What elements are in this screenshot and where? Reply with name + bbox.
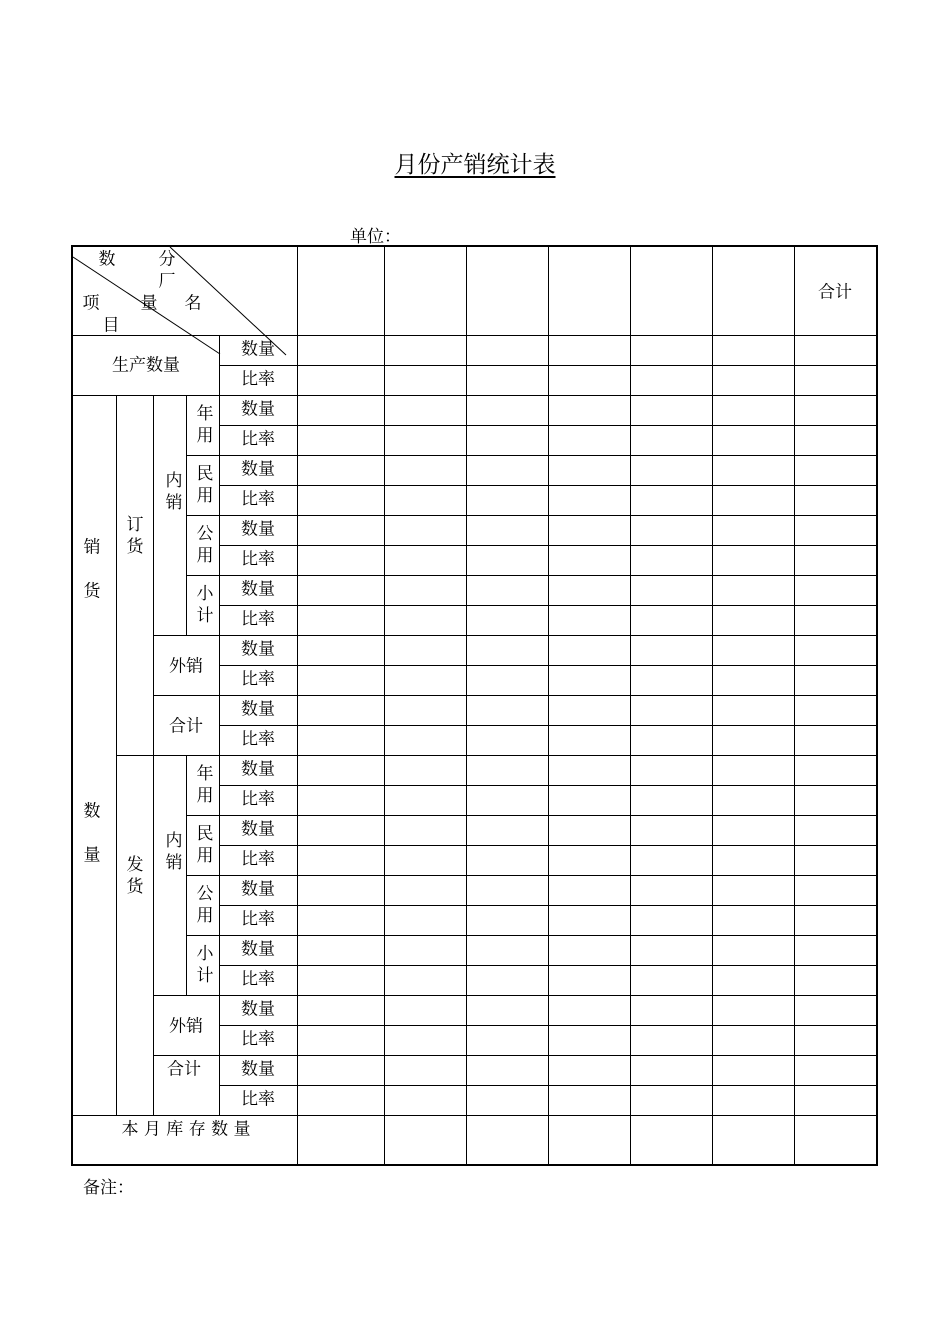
- qty-label: 数量: [241, 759, 275, 780]
- qty-label: 数量: [241, 639, 275, 660]
- group-divider: [116, 395, 117, 1115]
- sales-qty-label-char: 销: [83, 537, 101, 558]
- row-divider: [219, 845, 876, 846]
- subtotal-label: 小计: [196, 944, 214, 986]
- column-divider: [384, 247, 385, 1164]
- year-use-label: 年用: [196, 404, 214, 446]
- shipped-label: 发货: [126, 855, 144, 897]
- ratio-label: 比率: [241, 609, 275, 630]
- row-divider: [219, 965, 876, 966]
- ratio-label: 比率: [241, 1089, 275, 1110]
- qty-label: 数量: [241, 999, 275, 1020]
- column-divider: [297, 247, 298, 1164]
- sales-qty-label-char: 数: [83, 801, 101, 822]
- sales-qty-label-char: 量: [83, 845, 101, 866]
- total-column-header: 合计: [818, 282, 852, 303]
- note-label: 备注：: [83, 1178, 134, 1198]
- column-divider: [548, 247, 549, 1164]
- production-qty-label: 生产数量: [112, 355, 180, 376]
- qty-label: 数量: [241, 579, 275, 600]
- row-divider: [186, 935, 876, 936]
- row-divider: [219, 725, 876, 726]
- row-divider: [219, 425, 876, 426]
- monthly-stock-label: 本 月 库 存 数 量: [121, 1119, 251, 1140]
- domestic-label: 内销: [165, 831, 183, 873]
- column-divider: [630, 247, 631, 1164]
- qty-label: 数量: [241, 939, 275, 960]
- ratio-label: 比率: [241, 909, 275, 930]
- qty-label: 数量: [241, 1059, 275, 1080]
- corner-label-liang: 量: [140, 293, 158, 314]
- civil-use-label: 民用: [196, 824, 214, 866]
- row-divider: [73, 1115, 876, 1116]
- ratio-label: 比率: [241, 549, 275, 570]
- ratio-label: 比率: [241, 369, 275, 390]
- qty-label: 数量: [241, 459, 275, 480]
- row-divider: [219, 605, 876, 606]
- unit-label: 单位：: [350, 227, 401, 247]
- public-use-label: 公用: [196, 524, 214, 566]
- row-divider: [186, 515, 876, 516]
- column-divider: [794, 247, 795, 1164]
- ratio-label: 比率: [241, 669, 275, 690]
- ordered-total-label: 合计: [169, 716, 203, 737]
- row-divider: [153, 635, 876, 636]
- label-divider: [219, 335, 220, 1115]
- column-divider: [712, 247, 713, 1164]
- row-divider: [219, 785, 876, 786]
- ratio-label: 比率: [241, 969, 275, 990]
- row-divider: [219, 1085, 876, 1086]
- sales-qty-label-char: 货: [83, 581, 101, 602]
- row-divider: [153, 695, 876, 696]
- corner-label-fen: 分: [158, 249, 176, 270]
- qty-label: 数量: [241, 699, 275, 720]
- ratio-label: 比率: [241, 1029, 275, 1050]
- category-divider: [186, 755, 187, 995]
- row-divider: [116, 755, 876, 756]
- ratio-label: 比率: [241, 789, 275, 810]
- shipped-total-label: 合计: [167, 1059, 201, 1080]
- corner-label-mu: 目: [102, 315, 120, 336]
- export-label: 外销: [169, 1016, 203, 1037]
- domestic-label: 内销: [165, 471, 183, 513]
- header-bottom-line: [73, 335, 876, 336]
- civil-use-label: 民用: [196, 464, 214, 506]
- row-divider: [186, 875, 876, 876]
- row-divider: [219, 905, 876, 906]
- ratio-label: 比率: [241, 429, 275, 450]
- column-divider: [466, 247, 467, 1164]
- category-divider: [186, 395, 187, 635]
- subgroup-divider: [153, 395, 154, 1115]
- qty-label: 数量: [241, 399, 275, 420]
- export-label: 外销: [169, 656, 203, 677]
- corner-label-xiang: 项: [82, 293, 100, 314]
- row-divider: [186, 815, 876, 816]
- ordered-label: 订货: [126, 515, 144, 557]
- qty-label: 数量: [241, 339, 275, 360]
- corner-label-ming: 名: [184, 293, 202, 314]
- statistics-table: [71, 245, 878, 1166]
- public-use-label: 公用: [196, 884, 214, 926]
- qty-label: 数量: [241, 879, 275, 900]
- row-divider: [153, 1055, 876, 1056]
- row-divider: [153, 995, 876, 996]
- row-divider: [219, 545, 876, 546]
- row-divider: [186, 455, 876, 456]
- ratio-label: 比率: [241, 489, 275, 510]
- row-divider: [73, 395, 876, 396]
- row-divider: [219, 485, 876, 486]
- qty-label: 数量: [241, 819, 275, 840]
- qty-label: 数量: [241, 519, 275, 540]
- ratio-label: 比率: [241, 729, 275, 750]
- row-divider: [219, 365, 876, 366]
- ratio-label: 比率: [241, 849, 275, 870]
- page-title: 月份产销统计表: [394, 152, 556, 178]
- row-divider: [219, 665, 876, 666]
- row-divider: [219, 1025, 876, 1026]
- corner-label-chang: 厂: [158, 271, 176, 292]
- corner-label-shu: 数: [98, 249, 116, 270]
- row-divider: [186, 575, 876, 576]
- subtotal-label: 小计: [196, 584, 214, 626]
- year-use-label: 年用: [196, 764, 214, 806]
